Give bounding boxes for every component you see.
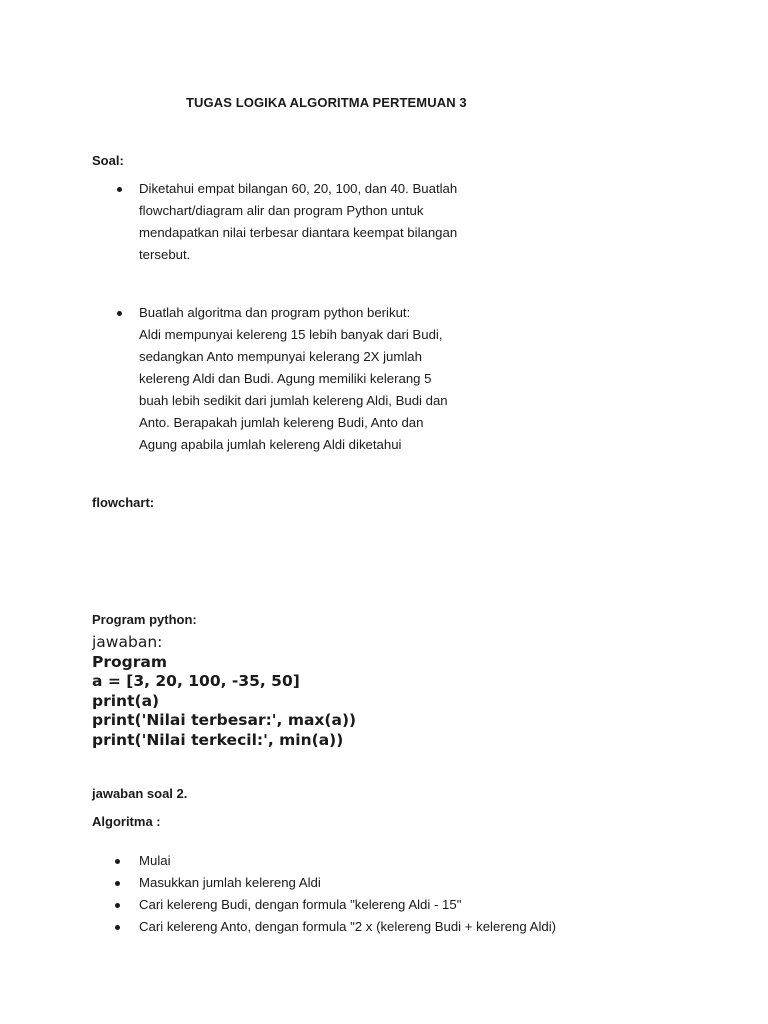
list-item-text: Mulai xyxy=(139,853,171,868)
question-2-line: kelereng Aldi dan Budi. Agung memiliki kelerang 5 xyxy=(139,371,432,386)
question-1-line: mendapatkan nilai terbesar diantara keempat bilangan xyxy=(139,225,458,240)
question-2-line: Anto. Berapakah jumlah kelereng Budi, Anto dan xyxy=(139,415,424,430)
code-line: print('Nilai terkecil:', min(a)) xyxy=(92,730,344,749)
python-code-block xyxy=(92,633,356,750)
question-2-line: Agung apabila jumlah kelereng Aldi diketahui xyxy=(139,437,402,452)
question-1-line: tersebut. xyxy=(139,247,191,262)
question-2-line: buah lebih sedikit dari jumlah kelereng Aldi, Budi dan xyxy=(139,393,448,408)
question-1-line: Diketahui empat bilangan 60, 20, 100, dan 40. Buatlah xyxy=(139,181,458,196)
document-title: TUGAS LOGIKA ALGORITMA PERTEMUAN 3 xyxy=(186,95,467,110)
soal-heading: Soal: xyxy=(92,153,124,168)
answer-2-heading: jawaban soal 2. xyxy=(92,786,188,801)
question-1-line: flowchart/diagram alir dan program Python untuk xyxy=(139,203,424,218)
question-2-line: sedangkan Anto mempunyai kelerang 2X jumlah xyxy=(139,349,422,364)
code-line: a = [3, 20, 100, -35, 50] xyxy=(92,672,300,690)
bullet-icon xyxy=(117,187,122,192)
bullet-icon xyxy=(117,311,122,316)
list-item-text: Cari kelereng Anto, dengan formula "2 x (kelereng Budi + kelereng Aldi) xyxy=(139,919,557,934)
code-line: jawaban: xyxy=(92,633,163,651)
algoritma-heading: Algoritma : xyxy=(92,814,161,829)
program-heading: Program python: xyxy=(92,612,197,627)
code-line: Program xyxy=(92,652,168,671)
code-line: print('Nilai terbesar:', max(a)) xyxy=(92,711,357,729)
code-line: print(a) xyxy=(92,691,160,710)
bullet-icon xyxy=(115,925,120,930)
bullet-icon xyxy=(115,881,120,886)
question-1 xyxy=(139,178,457,266)
question-2 xyxy=(139,302,448,456)
question-2-line: Aldi mempunyai kelereng 15 lebih banyak dari Budi, xyxy=(139,327,443,342)
bullet-icon xyxy=(115,859,120,864)
list-item-text: Masukkan jumlah kelereng Aldi xyxy=(139,875,321,890)
list-item-text: Cari kelereng Budi, dengan formula "kelereng Aldi - 15" xyxy=(139,897,462,912)
flowchart-heading: flowchart: xyxy=(92,495,155,510)
bullet-icon xyxy=(115,903,120,908)
question-2-line: Buatlah algoritma dan program python berikut: xyxy=(139,305,411,320)
